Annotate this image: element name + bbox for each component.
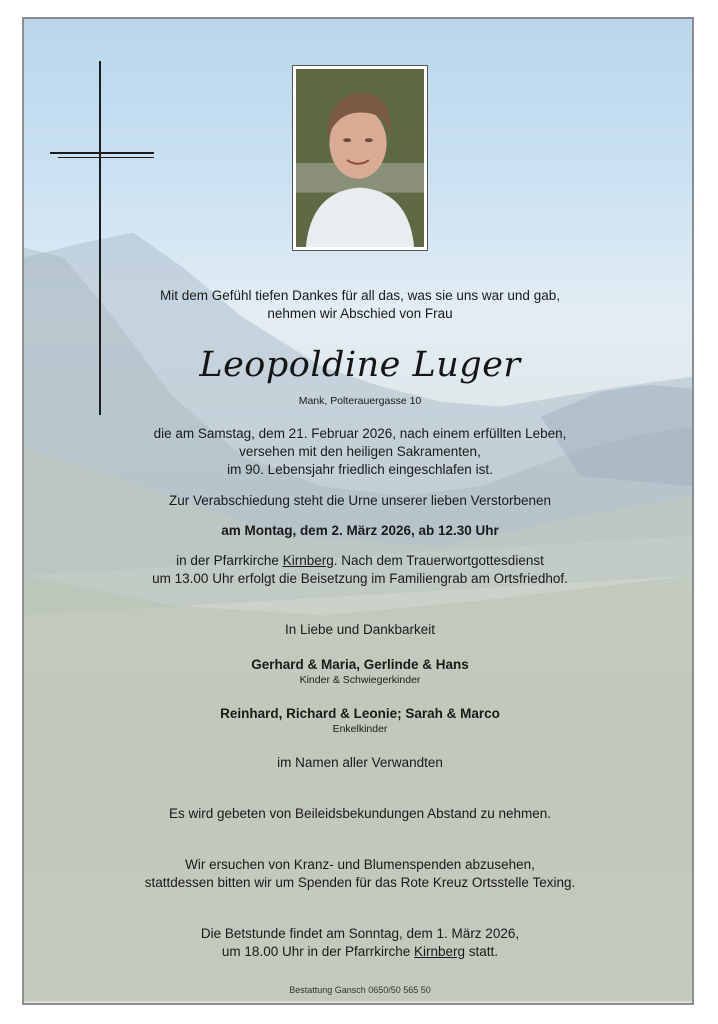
farewell-place-line bbox=[24, 552, 694, 570]
relatives-line: im Namen aller Verwandten bbox=[277, 755, 443, 770]
intro-line: Mit dem Gefühl tiefen Dankes für all das, was sie uns war und gab, bbox=[160, 288, 560, 303]
deceased-name: Leopoldine Luger bbox=[199, 345, 521, 385]
prayer-line bbox=[24, 943, 694, 961]
donation-note bbox=[24, 856, 694, 892]
death-line: die am Samstag, dem 21. Februar 2026, nach einem erfüllten Leben, bbox=[153, 426, 567, 441]
prayer-note bbox=[24, 925, 694, 961]
deceased-address: Mank, Polterauergasse 10 bbox=[298, 395, 422, 407]
farewell-date: am Montag, dem 2. März 2026, ab 12.30 Uhr bbox=[221, 523, 499, 538]
donation-line: stattdessen bitten wir um Spenden für das Rote Kreuz Ortsstelle Texing. bbox=[144, 875, 576, 890]
death-line: versehen mit den heiligen Sakramenten, bbox=[239, 444, 481, 459]
farewell-place bbox=[24, 552, 694, 588]
church-name: Kirnberg bbox=[282, 553, 334, 568]
burial-line: um 13.00 Uhr erfolgt die Beisetzung im Familiengrab am Ortsfriedhof. bbox=[152, 571, 568, 586]
intro-line: nehmen wir Abschied von Frau bbox=[267, 306, 453, 321]
church-name: Kirnberg bbox=[414, 944, 466, 959]
prayer-text: statt. bbox=[465, 944, 499, 959]
place-text: . Nach dem Trauerwortgottesdienst bbox=[333, 553, 544, 568]
portrait-photo bbox=[292, 65, 428, 251]
death-line: im 90. Lebensjahr friedlich eingeschlafen ist. bbox=[227, 462, 493, 477]
death-notice bbox=[24, 425, 694, 479]
parte-card bbox=[22, 17, 694, 1005]
grandchildren-label: Enkelkinder bbox=[332, 723, 388, 735]
cross-bar bbox=[50, 152, 154, 154]
prayer-text: um 18.00 Uhr in der Pfarrkirche bbox=[221, 944, 415, 959]
intro-text bbox=[24, 287, 694, 323]
mourners-intro: In Liebe und Dankbarkeit bbox=[284, 622, 436, 637]
undertaker-footer: Bestattung Gansch 0650/50 565 50 bbox=[289, 985, 431, 995]
place-text: in der Pfarrkirche bbox=[176, 553, 283, 568]
cross-bar-shadow bbox=[58, 157, 154, 158]
condolence-note: Es wird gebeten von Beileidsbekundungen Abstand zu nehmen. bbox=[168, 806, 552, 821]
grandchildren-names: Reinhard, Richard & Leonie; Sarah & Marco bbox=[220, 706, 500, 721]
prayer-line: Die Betstunde findet am Sonntag, dem 1. März 2026, bbox=[200, 926, 520, 941]
farewell-intro: Zur Verabschiedung steht die Urne unserer lieben Verstorbenen bbox=[169, 493, 551, 508]
donation-line: Wir ersuchen von Kranz- und Blumenspenden abzusehen, bbox=[185, 857, 535, 872]
children-names: Gerhard & Maria, Gerlinde & Hans bbox=[251, 657, 469, 672]
children-label: Kinder & Schwiegerkinder bbox=[299, 674, 421, 686]
portrait-icon bbox=[296, 69, 424, 247]
